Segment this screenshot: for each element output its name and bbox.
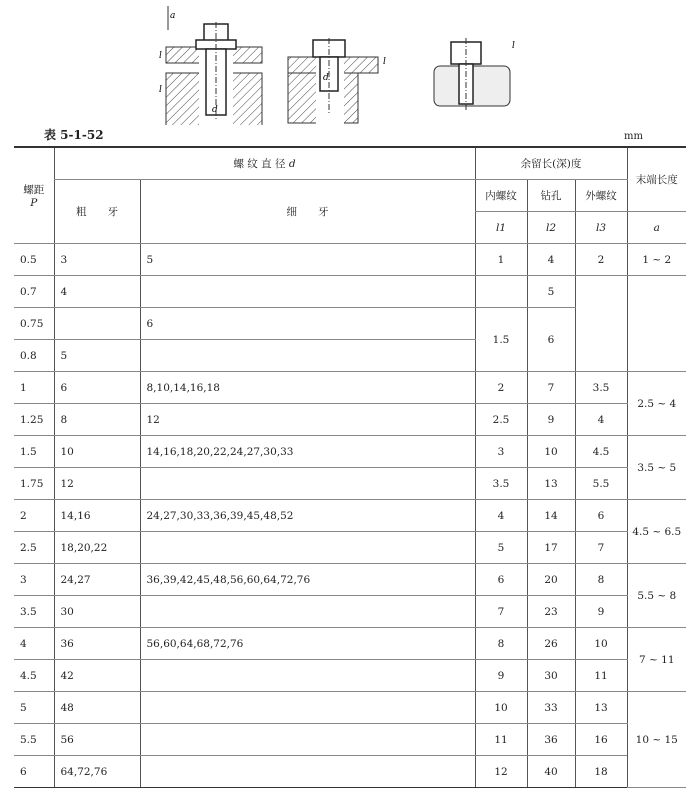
cell-fine: 5 [140, 244, 475, 276]
cell-p: 3 [14, 564, 54, 596]
cell-p: 1.25 [14, 404, 54, 436]
cell-fine [140, 756, 475, 788]
cell-l1: 3.5 [475, 468, 527, 500]
cell-l2: 23 [527, 596, 575, 628]
cell-fine [140, 724, 475, 756]
cell-l1: 6 [475, 564, 527, 596]
cell-p: 1 [14, 372, 54, 404]
cell-p: 0.7 [14, 276, 54, 308]
cell-l1 [475, 276, 527, 308]
cell-l3: 7 [575, 532, 627, 564]
cell-fine: 14,16,18,20,22,24,27,30,33 [140, 436, 475, 468]
cell-p: 1.75 [14, 468, 54, 500]
cell-l1: 2 [475, 372, 527, 404]
cell-l1: 5 [475, 532, 527, 564]
cell-fine: 6 [140, 308, 475, 340]
cell-l2: 7 [527, 372, 575, 404]
cell-l2: 40 [527, 756, 575, 788]
table-row [14, 692, 686, 724]
cell-p: 3.5 [14, 596, 54, 628]
cell-fine: 24,27,30,33,36,39,45,48,52 [140, 500, 475, 532]
cell-l3: 4.5 [575, 436, 627, 468]
table-row [14, 468, 686, 500]
col-pitch-header [14, 147, 54, 244]
table-row [14, 564, 686, 596]
table-row [14, 436, 686, 468]
cell-l3 [575, 276, 627, 372]
diagram-label-l2: l [159, 85, 162, 95]
cell-coarse: 14,16 [54, 500, 140, 532]
cell-l2: 5 [527, 276, 575, 308]
thread-dia-header [54, 147, 475, 180]
cell-p: 0.75 [14, 308, 54, 340]
cell-coarse: 6 [54, 372, 140, 404]
cell-coarse: 42 [54, 660, 140, 692]
cell-l2: 26 [527, 628, 575, 660]
cell-fine: 12 [140, 404, 475, 436]
cell-l1: 4 [475, 500, 527, 532]
cell-l1: 9 [475, 660, 527, 692]
cell-coarse: 18,20,22 [54, 532, 140, 564]
cell-p: 1.5 [14, 436, 54, 468]
thread-diagrams [0, 0, 693, 125]
cell-fine [140, 468, 475, 500]
thread-spec-table [14, 146, 686, 788]
diagram-label-l2b: l [512, 41, 515, 51]
cell-l3: 9 [575, 596, 627, 628]
cell-coarse: 48 [54, 692, 140, 724]
cell-l2: 33 [527, 692, 575, 724]
table-caption: 表 5-1-52 [44, 128, 104, 142]
cell-l3: 16 [575, 724, 627, 756]
cell-coarse: 30 [54, 596, 140, 628]
cell-l1: 10 [475, 692, 527, 724]
diagram-label-d: d [212, 105, 218, 115]
cell-fine [140, 340, 475, 372]
cell-p: 0.5 [14, 244, 54, 276]
cell-p: 2.5 [14, 532, 54, 564]
l1-header: l1 [475, 212, 527, 244]
cell-l2: 6 [527, 308, 575, 372]
table-row [14, 628, 686, 660]
cell-coarse: 24,27 [54, 564, 140, 596]
pitch-header-label: 螺距 [23, 184, 45, 196]
table-row [14, 276, 686, 308]
cell-l2: 30 [527, 660, 575, 692]
pitch-symbol: P [30, 197, 38, 209]
cell-coarse: 8 [54, 404, 140, 436]
table-row [14, 372, 686, 404]
table-row [14, 532, 686, 564]
table-row [14, 660, 686, 692]
cell-a: 10 ~ 15 [627, 692, 686, 788]
cell-a: 1 ~ 2 [627, 244, 686, 276]
cell-l2: 14 [527, 500, 575, 532]
thread-dia-symbol: d [288, 158, 296, 170]
table-row [14, 596, 686, 628]
cell-a: 2.5 ~ 4 [627, 372, 686, 436]
cell-coarse: 64,72,76 [54, 756, 140, 788]
coarse-header: 粗 牙 [54, 180, 140, 244]
cell-l3: 11 [575, 660, 627, 692]
table-row [14, 500, 686, 532]
cell-fine: 36,39,42,45,48,56,60,64,72,76 [140, 564, 475, 596]
table-row [14, 724, 686, 756]
diagram-label-l3: l [383, 57, 386, 67]
cell-p: 2 [14, 500, 54, 532]
cell-a: 4.5 ~ 6.5 [627, 500, 686, 564]
diagram-label-d2: d [323, 73, 329, 83]
cell-l1: 7 [475, 596, 527, 628]
cell-a: 3.5 ~ 5 [627, 436, 686, 500]
cell-l1: 1 [475, 244, 527, 276]
cell-fine [140, 660, 475, 692]
cell-l2: 10 [527, 436, 575, 468]
cell-coarse: 12 [54, 468, 140, 500]
diagram-bolt-through [159, 6, 262, 125]
cell-a [627, 276, 686, 372]
cell-l1: 8 [475, 628, 527, 660]
unit-label: mm [624, 131, 643, 142]
cell-l3: 6 [575, 500, 627, 532]
cell-l3: 4 [575, 404, 627, 436]
cell-l3: 13 [575, 692, 627, 724]
thread-dia-label: 螺 纹 直 径 [233, 158, 286, 170]
l2-header: l2 [527, 212, 575, 244]
cell-l2: 13 [527, 468, 575, 500]
cell-l3: 3.5 [575, 372, 627, 404]
cell-fine: 56,60,64,68,72,76 [140, 628, 475, 660]
cell-fine: 8,10,14,16,18 [140, 372, 475, 404]
cell-coarse: 3 [54, 244, 140, 276]
cell-l3: 2 [575, 244, 627, 276]
cell-coarse: 36 [54, 628, 140, 660]
cell-p: 5.5 [14, 724, 54, 756]
diagram-screw [434, 38, 515, 112]
a-header: a [627, 212, 686, 244]
cell-a: 5.5 ~ 8 [627, 564, 686, 628]
l3-header: l3 [575, 212, 627, 244]
diagram-stud [288, 38, 386, 124]
cell-l2: 20 [527, 564, 575, 596]
diagram-label-a: a [170, 11, 176, 21]
cell-fine [140, 532, 475, 564]
cell-l1: 3 [475, 436, 527, 468]
cell-fine [140, 276, 475, 308]
cell-p: 4 [14, 628, 54, 660]
cell-l2: 4 [527, 244, 575, 276]
cell-p: 0.8 [14, 340, 54, 372]
cell-l1: 1.5 [475, 308, 527, 372]
cell-l1: 12 [475, 756, 527, 788]
remain-header: 余留长(深)度 [475, 147, 627, 180]
external-header: 外螺纹 [575, 180, 627, 212]
table-row [14, 244, 686, 276]
cell-p: 6 [14, 756, 54, 788]
end-header: 末端长度 [627, 147, 686, 212]
cell-l2: 36 [527, 724, 575, 756]
cell-l3: 18 [575, 756, 627, 788]
cell-l2: 17 [527, 532, 575, 564]
cell-coarse: 56 [54, 724, 140, 756]
cell-coarse: 5 [54, 340, 140, 372]
cell-p: 5 [14, 692, 54, 724]
drill-header: 钻孔 [527, 180, 575, 212]
cell-fine [140, 596, 475, 628]
internal-header: 内螺纹 [475, 180, 527, 212]
cell-l1: 11 [475, 724, 527, 756]
cell-l2: 9 [527, 404, 575, 436]
cell-coarse [54, 308, 140, 340]
diagram-label-l1: l [159, 51, 162, 61]
cell-l1: 2.5 [475, 404, 527, 436]
fine-header: 细 牙 [140, 180, 475, 244]
cell-l3: 10 [575, 628, 627, 660]
header-row-1 [14, 147, 686, 180]
cell-p: 4.5 [14, 660, 54, 692]
header-row-2 [14, 180, 686, 212]
table-row [14, 756, 686, 788]
cell-a: 7 ~ 11 [627, 628, 686, 692]
cell-coarse: 10 [54, 436, 140, 468]
cell-coarse: 4 [54, 276, 140, 308]
cell-l3: 5.5 [575, 468, 627, 500]
table-row [14, 404, 686, 436]
cell-fine [140, 692, 475, 724]
cell-l3: 8 [575, 564, 627, 596]
